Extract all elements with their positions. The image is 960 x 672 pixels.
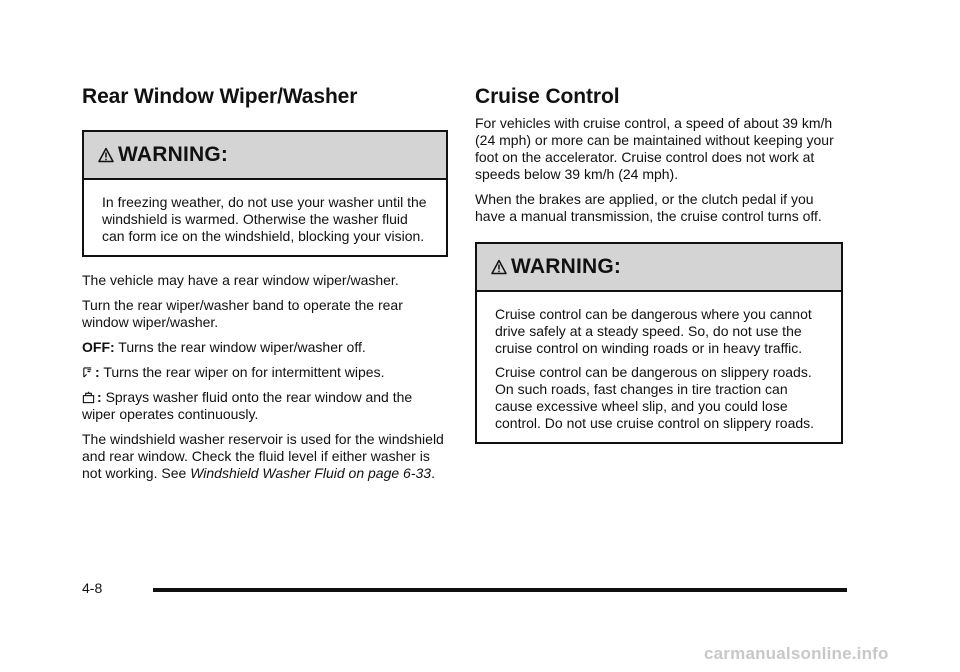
rear-washer-spray-icon bbox=[82, 391, 95, 404]
section-heading-cruise: Cruise Control bbox=[475, 85, 620, 108]
paragraph-spray bbox=[82, 389, 448, 423]
paragraph-intermittent bbox=[82, 364, 448, 381]
warning-body-cruise bbox=[477, 292, 841, 442]
reservoir-text: The windshield washer reservoir is used for the windshield and rear window. Check the fluid level if either washer is not working. See bbox=[82, 431, 444, 481]
paragraph-may-have: The vehicle may have a rear window wiper/washer. bbox=[82, 272, 399, 288]
off-text: Turns the rear window wiper/washer off. bbox=[118, 339, 366, 355]
section-heading-rear-wiper: Rear Window Wiper/Washer bbox=[82, 85, 358, 108]
paragraph-turn-band: Turn the rear wiper/washer band to operate the rear window wiper/washer. bbox=[82, 297, 403, 330]
warning-header-cruise bbox=[477, 244, 841, 292]
paragraph-cruise-off: When the brakes are applied, or the clutch pedal if you have a manual transmission, the cruise control turns off. bbox=[475, 191, 822, 224]
warning-body bbox=[84, 180, 446, 255]
page-number: 4-8 bbox=[82, 580, 103, 596]
spray-text: Sprays washer fluid onto the rear window and the wiper operates continuously. bbox=[82, 389, 413, 422]
spray-colon: : bbox=[97, 389, 102, 405]
intermittent-text: Turns the rear wiper on for intermittent wipes. bbox=[103, 364, 385, 380]
watermark: carmanualsonline.info bbox=[704, 644, 889, 663]
warning-box-cruise bbox=[475, 242, 843, 444]
warning-text: In freezing weather, do not use your washer until the windshield is warmed. Otherwise the washer fluid can form ice on the windshield, blocking your vision. bbox=[102, 194, 427, 244]
off-label: OFF: bbox=[82, 339, 115, 355]
warning-triangle-icon bbox=[98, 147, 114, 163]
warning-title: WARNING: bbox=[118, 143, 229, 166]
left-column bbox=[82, 84, 448, 490]
warning-header bbox=[84, 132, 446, 180]
paragraph-cruise-speed: For vehicles with cruise control, a speed of about 39 km/h (24 mph) or more can be maintained without keeping your foot on the accelerator. Cruise control does not work at speeds below 39 km/h (24 mph). bbox=[475, 115, 834, 182]
warning-title-cruise: WARNING: bbox=[511, 255, 622, 278]
reservoir-end: . bbox=[431, 465, 435, 481]
warning-box-freezing bbox=[82, 130, 448, 257]
right-column bbox=[475, 84, 843, 444]
intermittent-colon: : bbox=[95, 364, 100, 380]
rear-wiper-intermittent-icon bbox=[82, 366, 93, 379]
reference-link-washer-fluid[interactable]: Windshield Washer Fluid on page 6-33 bbox=[190, 465, 432, 481]
paragraph-off bbox=[82, 339, 448, 356]
paragraph-reservoir bbox=[82, 431, 448, 482]
warning-text-steady-speed: Cruise control can be dangerous where you cannot drive safely at a steady speed. So, do not use the cruise control on winding roads or in heavy traffic. bbox=[495, 306, 812, 356]
footer-rule bbox=[153, 588, 847, 592]
warning-triangle-icon bbox=[491, 259, 507, 275]
warning-text-slippery: Cruise control can be dangerous on slippery roads. On such roads, fast changes in tire traction can cause excessive wheel slip, and you could lose control. Do not use cruise control on slippery roads. bbox=[495, 364, 815, 431]
